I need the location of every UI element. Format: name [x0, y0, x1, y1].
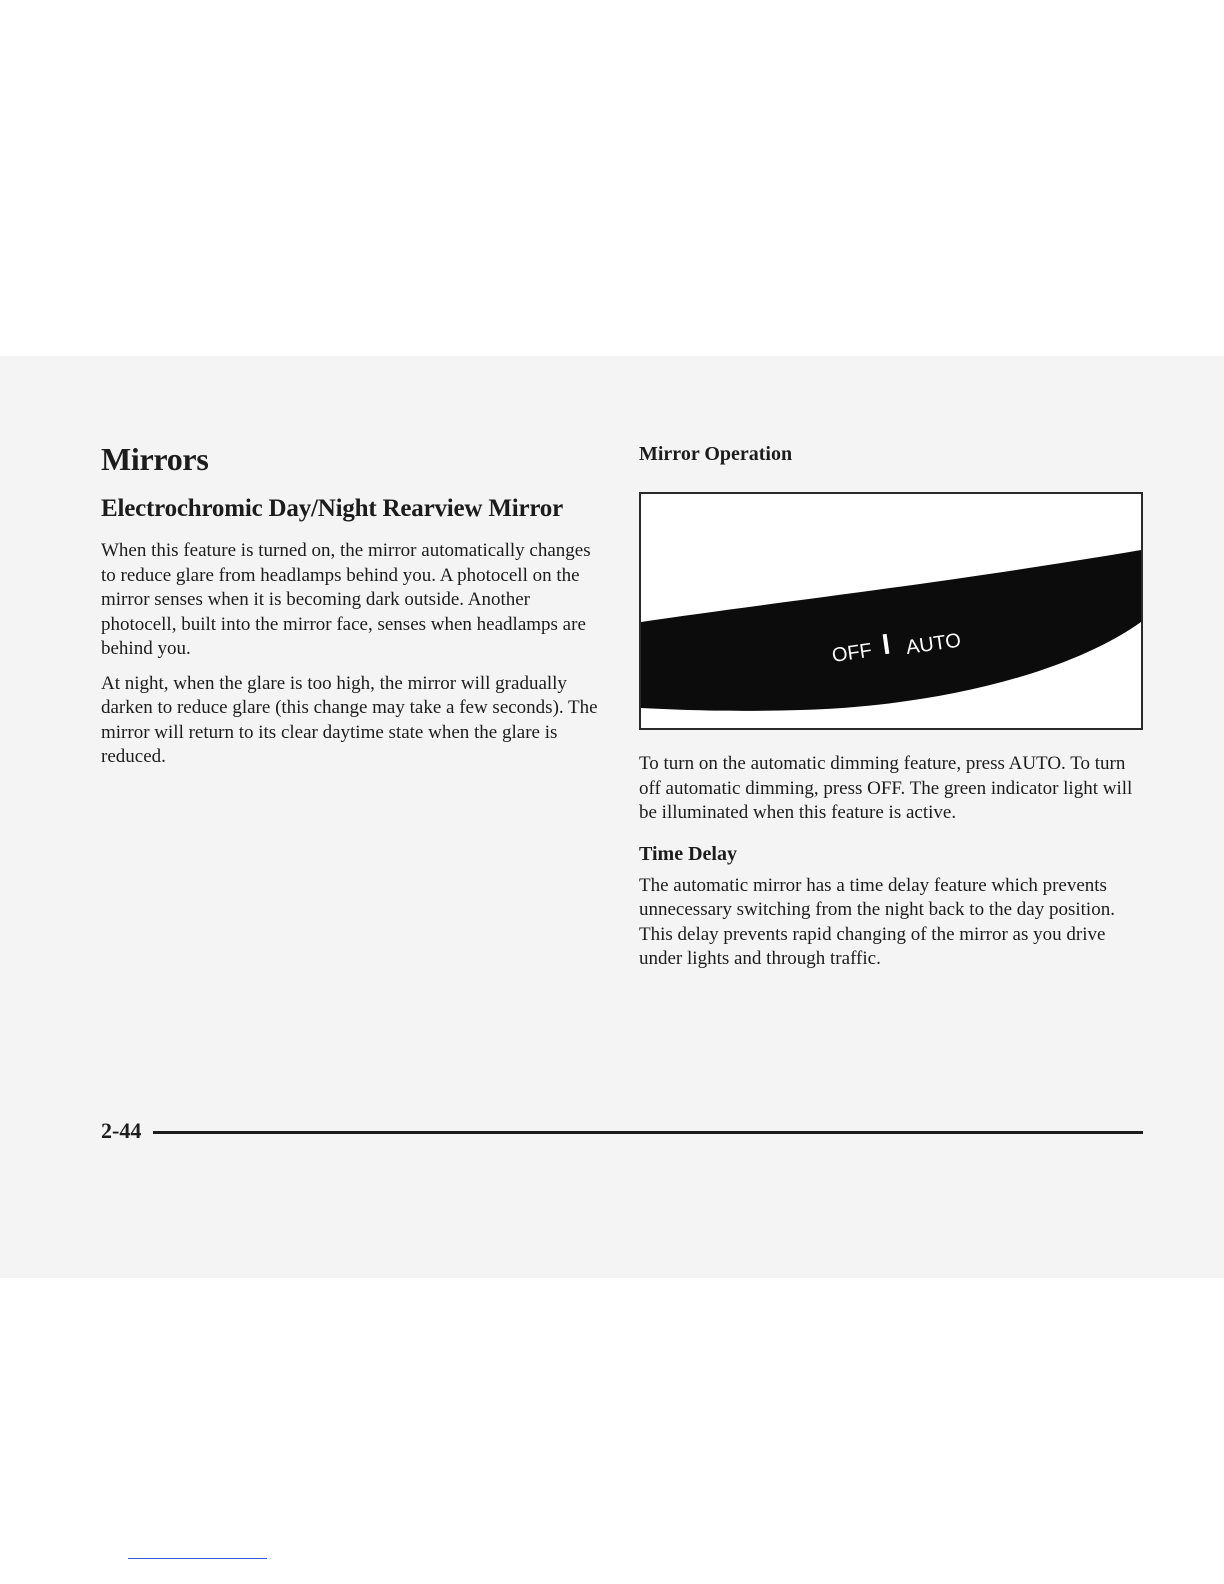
mirror-body — [641, 550, 1141, 711]
page-footer — [101, 1115, 1143, 1147]
time-delay-heading: Time Delay — [639, 842, 737, 865]
auto-label: AUTO — [904, 629, 963, 659]
mirror-illustration — [639, 492, 1143, 730]
operation-paragraph: To turn on the automatic dimming feature, press AUTO. To turn off automatic dimming, press OFF. The green indicator light will be illuminated when this feature is active. — [639, 753, 1133, 823]
page-number: 2-44 — [101, 1118, 142, 1143]
subsection-title: Electrochromic Day/Night Rearview Mirror — [101, 495, 563, 522]
section-title: Mirrors — [101, 441, 209, 477]
intro-paragraph: When this feature is turned on, the mirror automatically changes to reduce glare from headlamps behind you. A photocell on the mirror senses when it is becoming dark outside. Another photocell, built into the mirror face, senses when headlamps are behind you. — [101, 540, 591, 659]
time-delay-paragraph: The automatic mirror has a time delay feature which prevents unnecessary switching from the night back to the day position. This delay prevents rapid changing of the mirror as you drive under lights and through traffic. — [639, 874, 1115, 969]
right-column — [639, 440, 1145, 972]
night-paragraph: At night, when the glare is too high, the mirror will gradually darken to reduce glare (this change may take a few seconds). The mirror will return to its clear daytime state when the glare is reduced. — [101, 672, 598, 767]
footer-rule — [153, 1131, 1143, 1134]
mirror-drawing — [641, 494, 1141, 728]
mirror-operation-heading: Mirror Operation — [639, 443, 793, 465]
off-label: OFF — [830, 639, 874, 667]
bottom-link-underline — [128, 1558, 267, 1559]
left-column — [101, 440, 601, 770]
